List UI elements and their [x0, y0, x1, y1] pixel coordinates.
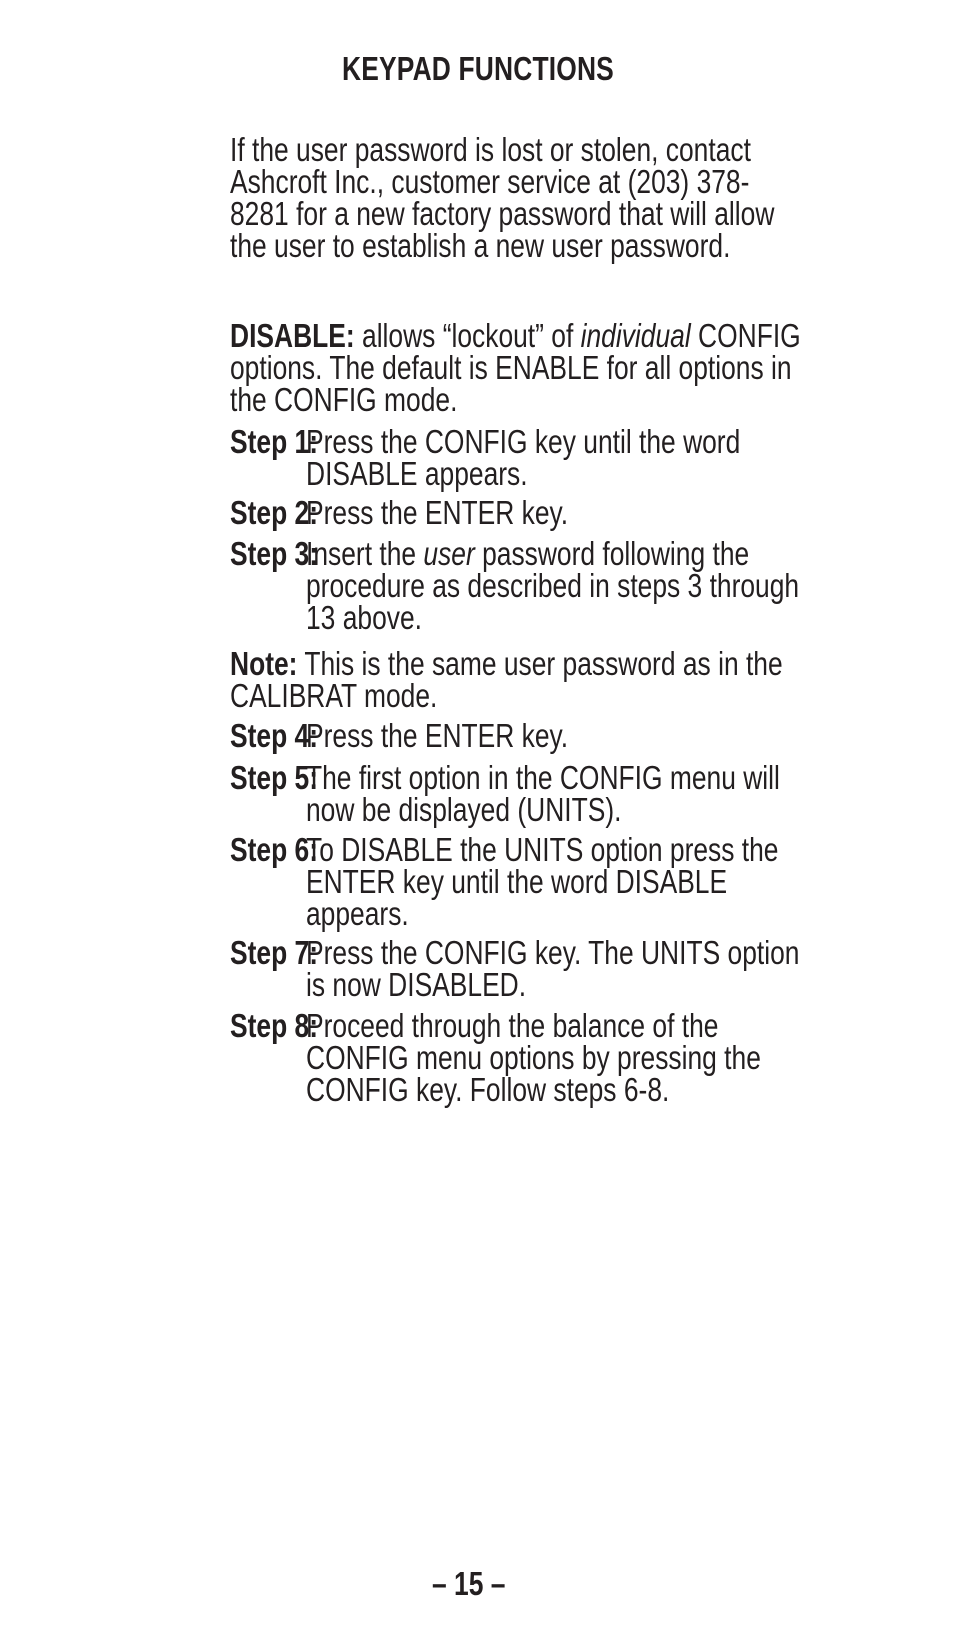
intro-line: 8281 for a new factory password that will allow — [230, 195, 775, 232]
disable-line: options. The default is ENABLE for all options in — [230, 349, 792, 386]
note-line — [230, 645, 783, 682]
step-label: Step 5: — [230, 759, 319, 796]
note-line: CALIBRAT mode. — [230, 677, 438, 714]
step-label: Step 8: — [230, 1007, 319, 1044]
step-text — [306, 717, 569, 754]
step-line: procedure as described in steps 3 through — [306, 567, 800, 604]
step-line: To DISABLE the UNITS option press the — [306, 831, 779, 868]
step-line: 13 above. — [306, 599, 422, 636]
page-title: KEYPAD FUNCTIONS — [342, 50, 614, 87]
note-paragraph — [230, 645, 783, 714]
step-label: Step 1: — [230, 423, 319, 460]
step-text — [306, 423, 741, 492]
step-text-part: password following the — [474, 535, 750, 572]
note-text: This is the same user password as in the — [297, 645, 783, 682]
step-line: CONFIG menu options by pressing the — [306, 1039, 761, 1076]
step-text — [306, 831, 779, 932]
step-label: Step 7: — [230, 934, 319, 971]
step-line: now be displayed (UNITS). — [306, 791, 622, 828]
intro-line: the user to establish a new user password. — [230, 227, 731, 264]
step-text — [306, 494, 569, 531]
step-line: ENTER key until the word DISABLE — [306, 863, 728, 900]
step-text — [306, 934, 800, 1003]
intro-line: If the user password is lost or stolen, contact — [230, 131, 751, 168]
disable-line: the CONFIG mode. — [230, 381, 458, 418]
step-line: Proceed through the balance of the — [306, 1007, 719, 1044]
step-line: is now DISABLED. — [306, 966, 527, 1003]
disable-text: CONFIG — [690, 317, 801, 354]
disable-paragraph — [230, 317, 801, 418]
step-line: Press the CONFIG key until the word — [306, 423, 741, 460]
disable-text: allows “lockout” of — [354, 317, 581, 354]
step-text — [306, 535, 800, 636]
step-label: Step 6: — [230, 831, 319, 868]
step-line: DISABLE appears. — [306, 455, 528, 492]
step-label: Step 3: — [230, 535, 319, 572]
step-label: Step 2: — [230, 494, 319, 531]
step-text-part: Insert the — [306, 535, 424, 572]
disable-line — [230, 317, 801, 354]
disable-emphasis: individual — [580, 317, 691, 354]
step-line — [306, 535, 799, 572]
step-line: Press the CONFIG key. The UNITS option — [306, 934, 800, 971]
step-line: The first option in the CONFIG menu will — [306, 759, 780, 796]
page-number: – 15 – — [432, 1565, 506, 1602]
intro-paragraph — [230, 131, 775, 264]
step-text — [306, 1007, 761, 1108]
step-line: Press the ENTER key. — [306, 717, 569, 754]
step-line: CONFIG key. Follow steps 6-8. — [306, 1071, 670, 1108]
step-emphasis: user — [423, 535, 475, 572]
step-text — [306, 759, 780, 828]
step-label: Step 4: — [230, 717, 319, 754]
intro-line: Ashcroft Inc., customer service at (203) 378- — [230, 163, 750, 200]
note-label: Note: — [230, 645, 298, 682]
step-line: appears. — [306, 895, 409, 932]
step-line: Press the ENTER key. — [306, 494, 569, 531]
disable-term: DISABLE: — [230, 317, 355, 354]
